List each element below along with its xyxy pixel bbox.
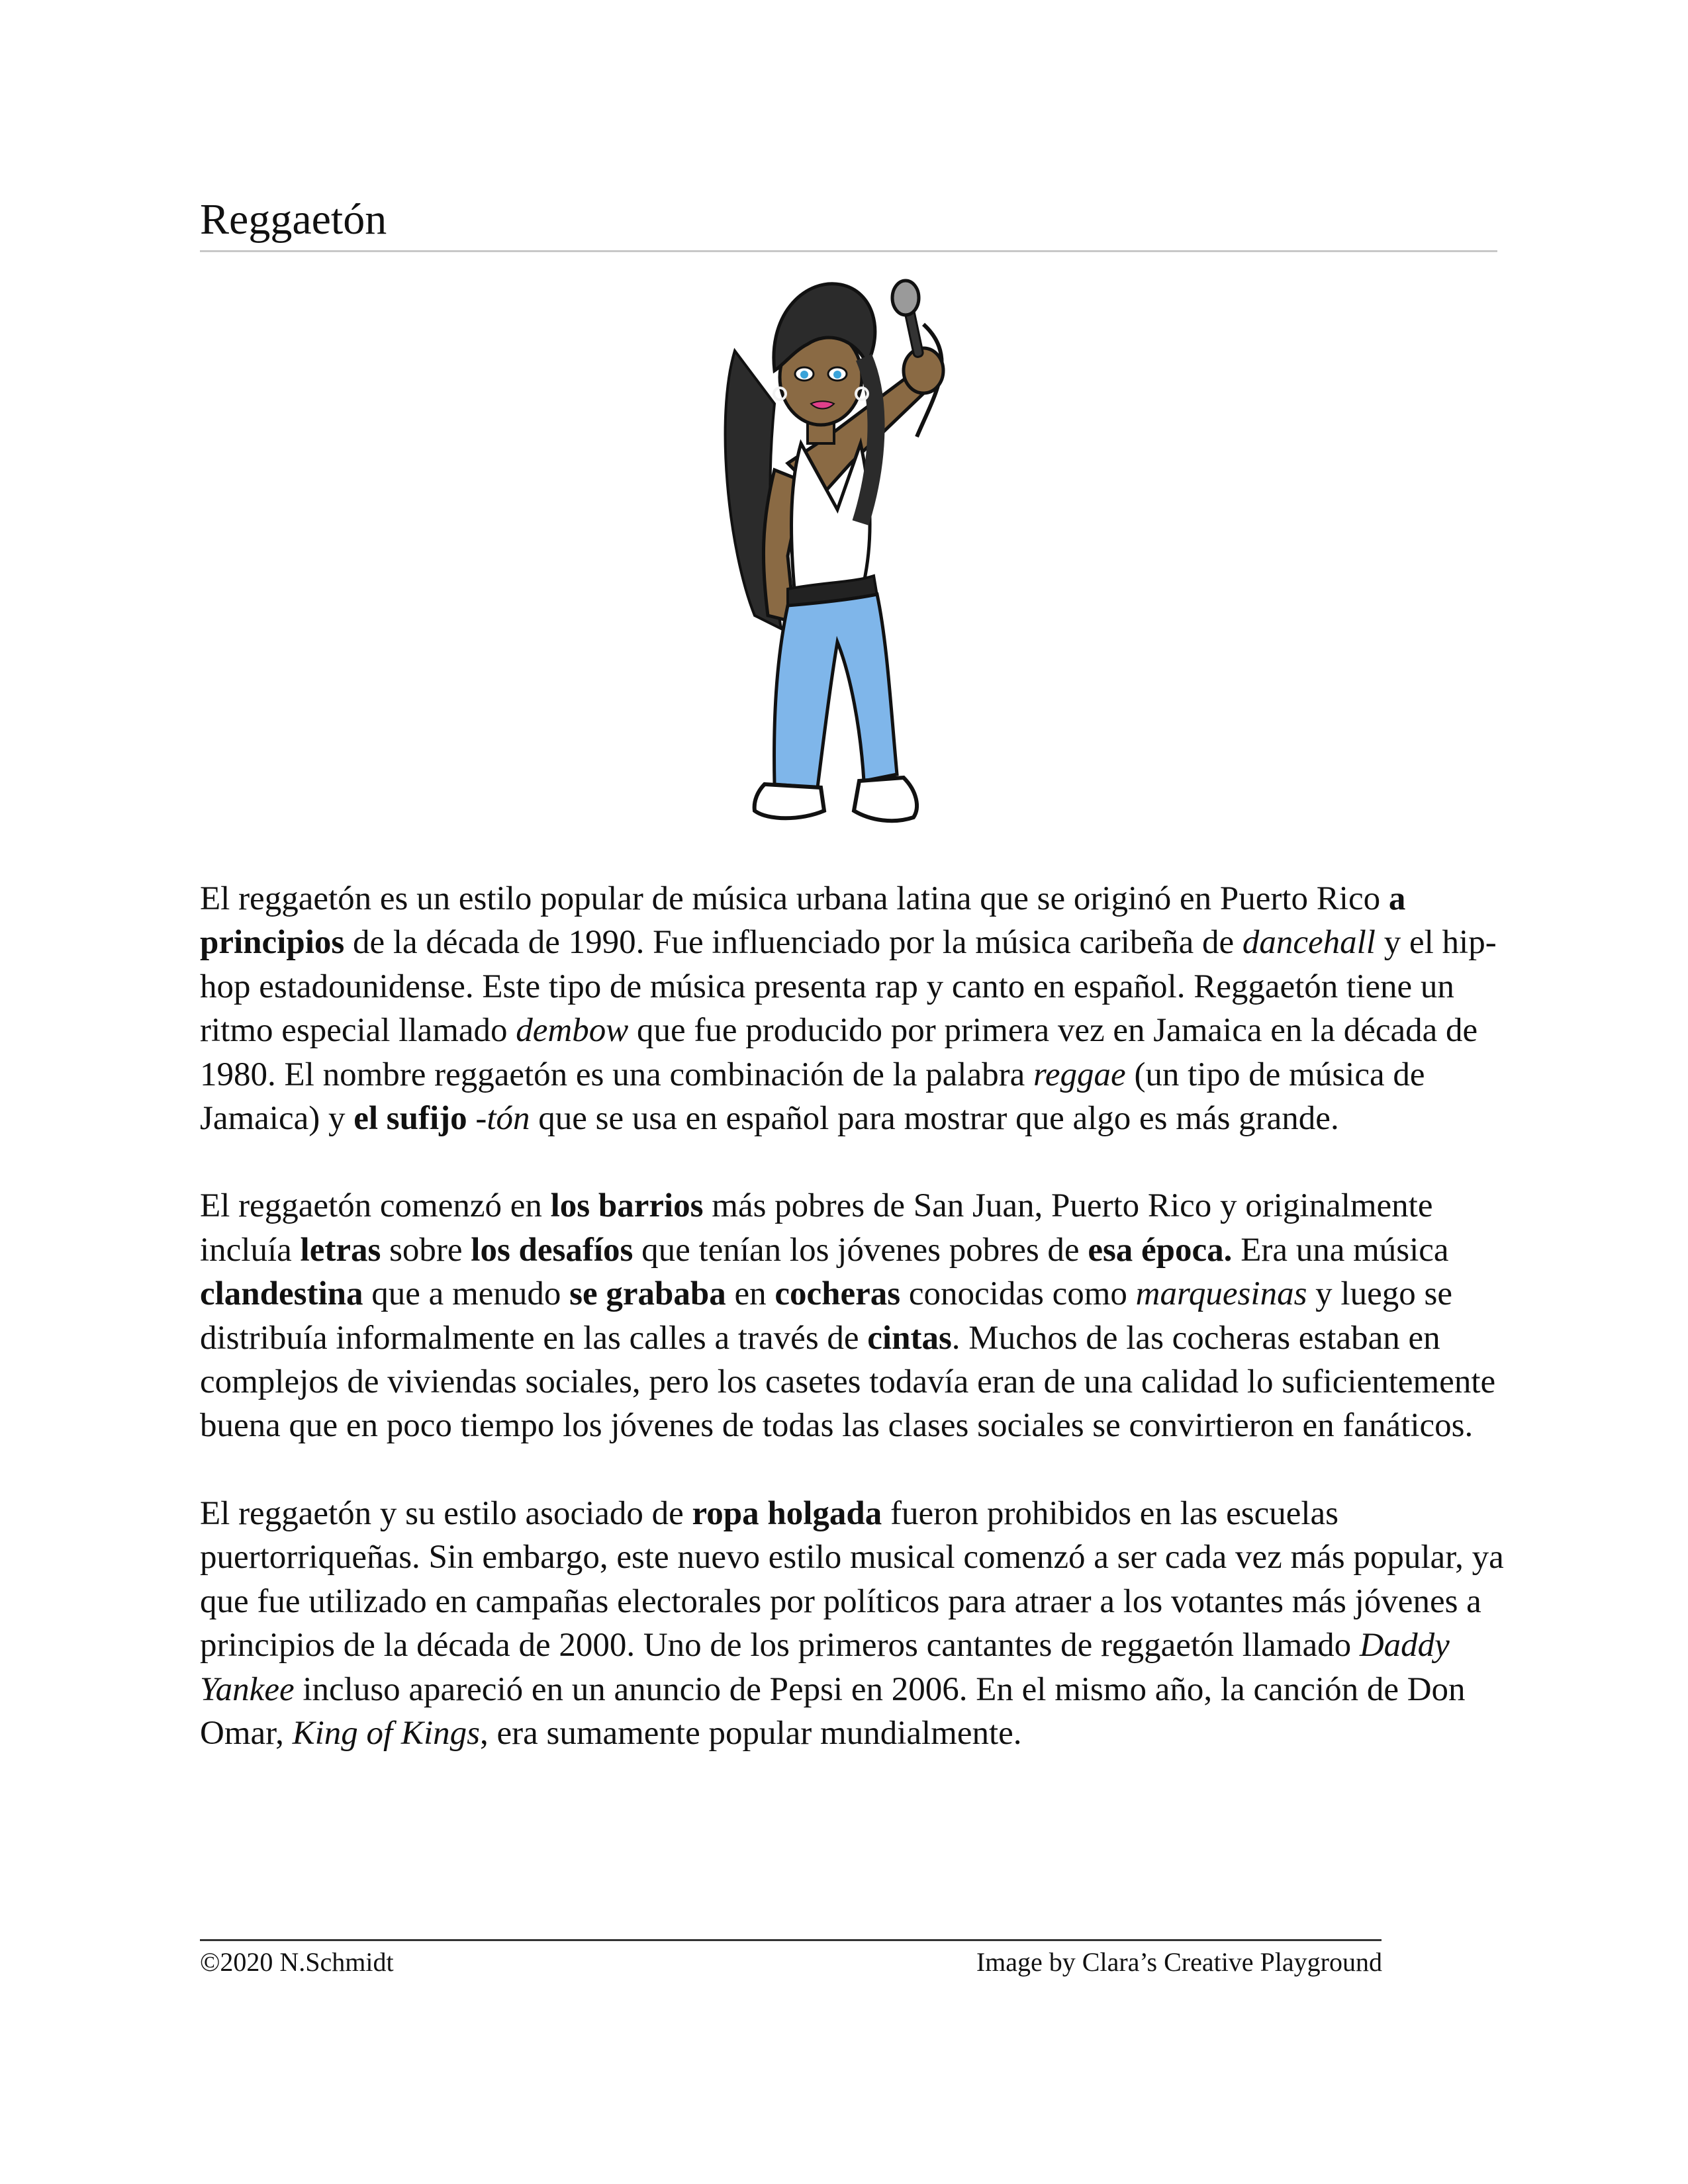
bold-term: clandestina bbox=[200, 1275, 363, 1313]
italic-term: marquesinas bbox=[1135, 1275, 1307, 1313]
bold-term: los desafíos bbox=[471, 1231, 633, 1269]
text-run: conocidas como bbox=[900, 1275, 1136, 1313]
text-run: que a menudo bbox=[363, 1275, 570, 1313]
bold-term: esa época. bbox=[1088, 1231, 1233, 1269]
right-shoe bbox=[854, 778, 917, 821]
text-run: y luego se distribuía informalmente en las calles a través de bbox=[200, 1275, 1452, 1357]
bold-term: se grababa bbox=[569, 1275, 726, 1313]
text-run: que fue producido por primera vez en Jamaica en la década de 1980. El nombre reggaetón es una combinación de la palabra bbox=[200, 1012, 1478, 1093]
bold-term: los barrios bbox=[550, 1187, 704, 1225]
left-shoe bbox=[755, 784, 824, 818]
text-run: Era una música bbox=[1232, 1231, 1449, 1269]
text-run: fueron prohibidos en las escuelas puertorriqueñas. Sin embargo, este nuevo estilo musical comenzó a ser cada vez más popular, ya que fue utilizado en campañas electorales por políticos para atraer a los votantes más jóvenes a principios de la década de 2000. Uno de los primeros cantantes de reggaetón llamado bbox=[200, 1494, 1504, 1664]
paragraph-2 bbox=[200, 1184, 1507, 1447]
italic-term: King of Kings bbox=[292, 1714, 480, 1752]
italic-term: dembow bbox=[516, 1012, 629, 1050]
text-run: incluso apareció en un anuncio de Pepsi en 2006. En el mismo año, la canción de Don Omar, bbox=[200, 1670, 1466, 1752]
copyright-notice: ©2020 N.Schmidt bbox=[200, 1947, 394, 1977]
hand bbox=[904, 348, 943, 393]
italic-term: dancehall bbox=[1242, 924, 1376, 962]
text-run: y el hip-hop estadounidense. Este tipo de música presenta rap y canto en español. Reggaetón tiene un ritmo especial llamado bbox=[200, 924, 1497, 1050]
text-run: El reggaetón comenzó en bbox=[200, 1187, 551, 1225]
text-run: - bbox=[467, 1100, 487, 1138]
jeans bbox=[774, 594, 897, 788]
image-credit: Image by Clara’s Creative Playground bbox=[976, 1947, 1382, 1977]
italic-term: reggae bbox=[1033, 1056, 1126, 1093]
text-run: de la década de 1990. Fue influenciado por la música caribeña de bbox=[344, 924, 1243, 962]
text-run: en bbox=[726, 1275, 775, 1313]
text-run: , era sumamente popular mundialmente. bbox=[479, 1714, 1022, 1752]
bold-term: cintas bbox=[867, 1319, 952, 1357]
text-run: más pobres de San Juan, Puerto Rico y originalmente incluía bbox=[200, 1187, 1433, 1269]
text-run: El reggaetón es un estilo popular de música urbana latina que se originó en Puerto Rico bbox=[200, 880, 1389, 917]
italic-term: tón bbox=[487, 1100, 530, 1138]
paragraph-1 bbox=[200, 877, 1507, 1140]
text-run: que tenían los jóvenes pobres de bbox=[633, 1231, 1088, 1269]
footer-divider bbox=[200, 1939, 1382, 1941]
text-run: (un tipo de música de Jamaica) y bbox=[200, 1056, 1425, 1138]
bold-term: cocheras bbox=[774, 1275, 901, 1313]
paragraph-3 bbox=[200, 1492, 1507, 1755]
text-run: que se usa en español para mostrar que algo es más grande. bbox=[530, 1100, 1339, 1138]
title-divider bbox=[200, 250, 1497, 252]
page-title: Reggaetón bbox=[200, 195, 387, 244]
article-body bbox=[200, 877, 1507, 1755]
italic-term: Daddy Yankee bbox=[200, 1627, 1450, 1708]
bold-term: el sufijo bbox=[353, 1100, 467, 1138]
microphone-head bbox=[892, 281, 919, 315]
bold-term: a principios bbox=[200, 880, 1406, 962]
girl-with-microphone-illustration bbox=[695, 271, 980, 847]
text-run: sobre bbox=[381, 1231, 471, 1269]
text-run: El reggaetón y su estilo asociado de bbox=[200, 1494, 692, 1532]
bold-term: letras bbox=[300, 1231, 381, 1269]
text-run: . Muchos de las cocheras estaban en complejos de viviendas sociales, pero los casetes todavía eran de una calidad lo suficientemente buena que en poco tiempo los jóvenes de todas las clases sociales se convirtieron en fanáticos. bbox=[200, 1319, 1496, 1445]
bold-term: ropa holgada bbox=[692, 1494, 882, 1532]
